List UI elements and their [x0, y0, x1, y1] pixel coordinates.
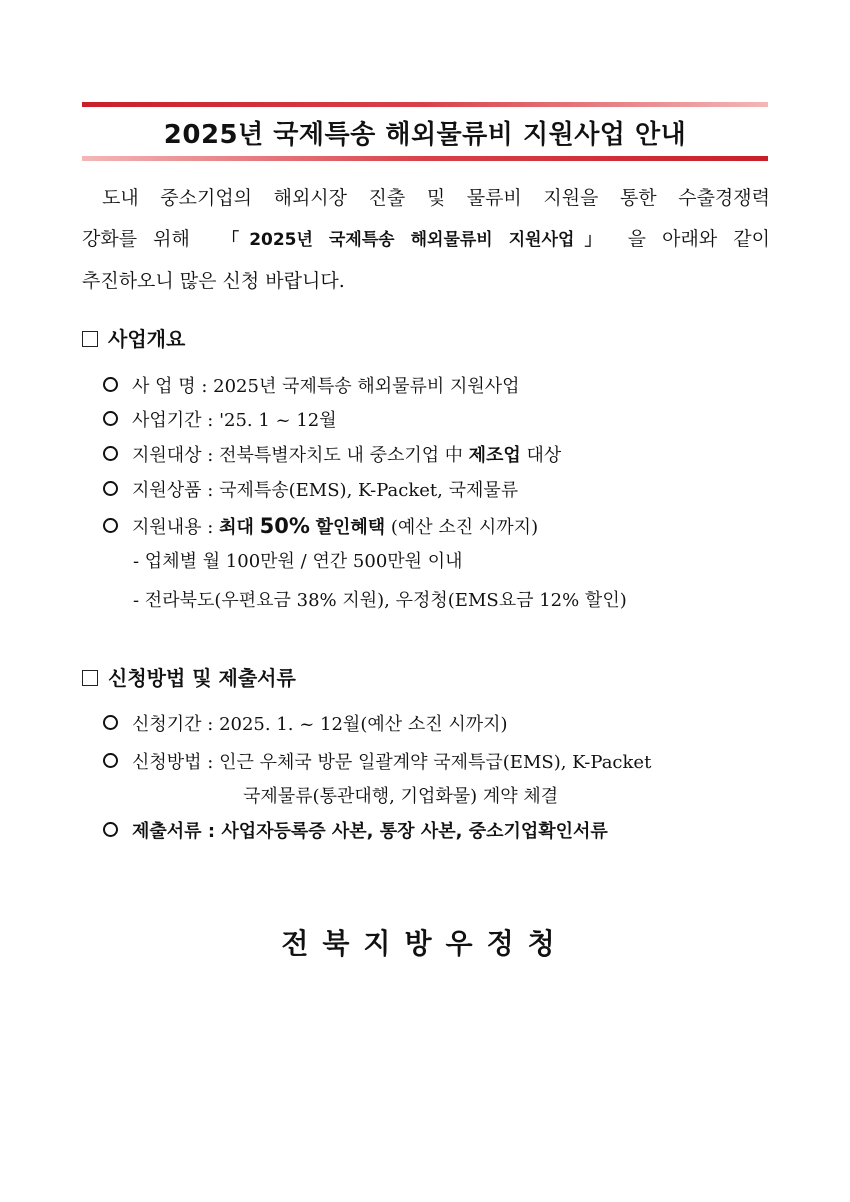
item-value: 사업자등록증 사본, 통장 사본, 중소기업확인서류 — [221, 821, 608, 842]
sub-item: - 전라북도(우편요금 38% 지원), 우정청(EMS요금 12% 할인) — [133, 590, 627, 611]
page-title: 2025년 국제특송 해외물류비 지원사업 안내 — [163, 120, 687, 150]
checkbox-square-icon — [82, 331, 98, 347]
item-label: 지원상품 : — [132, 480, 214, 501]
circle-bullet-icon — [103, 753, 118, 768]
list-item — [103, 509, 538, 543]
intro-paragraph — [82, 178, 770, 302]
checkbox-square-icon — [82, 670, 98, 686]
section-overview-title: 사업개요 — [108, 327, 186, 351]
circle-bullet-icon — [103, 481, 118, 496]
section-overview-heading — [82, 323, 185, 352]
item-label: 지원내용 : — [132, 517, 214, 538]
intro-line-1: 도내 중소기업의 해외시장 진출 및 물류비 지원을 통한 수출경쟁력 — [102, 187, 770, 209]
issuer-name: 전북지방우정청 — [281, 927, 569, 960]
section-application-heading — [82, 662, 296, 691]
item-value-emphasis: 제조업 — [468, 445, 521, 466]
sub-item: - 업체별 월 100만원 / 연간 500만원 이내 — [133, 551, 463, 572]
title-bottom-rule — [82, 156, 768, 161]
circle-bullet-icon — [103, 518, 118, 533]
section-application-title: 신청방법 및 제출서류 — [108, 666, 296, 690]
item-value-percent: 50% — [259, 514, 310, 538]
circle-bullet-icon — [103, 715, 118, 730]
item-value-suffix: (예산 소진 시까지) — [390, 517, 539, 538]
title-top-rule — [82, 102, 768, 107]
item-label: 신청방법 : — [132, 752, 214, 773]
item-value: '25. 1 ~ 12월 — [219, 410, 337, 431]
item-value: 2025. 1. ~ 12월(예산 소진 시까지) — [219, 714, 508, 735]
item-label: 사 업 명 : — [132, 376, 208, 397]
item-value-continuation: 국제물류(통관대행, 기업화물) 계약 체결 — [243, 786, 559, 807]
list-item — [103, 404, 337, 438]
item-value: 전북특별자치도 내 중소기업 中 — [219, 445, 463, 466]
item-value: 인근 우체국 방문 일괄계약 국제특급(EMS), K-Packet — [219, 752, 652, 773]
list-item — [103, 746, 651, 780]
item-label: 신청기간 : — [132, 714, 214, 735]
intro-project-name: 「2025년 국제특송 해외물류비 지원사업」 — [222, 230, 612, 250]
item-value-emphasis: 할인혜택 — [315, 517, 386, 538]
item-label: 사업기간 : — [132, 410, 214, 431]
intro-line-3: 추진하오니 많은 신청 바랍니다. — [82, 270, 345, 292]
list-item — [103, 439, 561, 473]
item-value-emphasis: 최대 — [219, 517, 254, 538]
circle-bullet-icon — [103, 446, 118, 461]
circle-bullet-icon — [103, 822, 118, 837]
circle-bullet-icon — [103, 411, 118, 426]
item-label: 제출서류 : — [132, 821, 216, 842]
intro-line-2-pre: 강화를 위해 — [82, 228, 190, 250]
list-item — [103, 815, 608, 849]
list-item — [103, 370, 520, 404]
item-value: 2025년 국제특송 해외물류비 지원사업 — [213, 376, 520, 397]
item-value-suffix: 대상 — [526, 445, 562, 466]
item-value: 국제특송(EMS), K-Packet, 국제물류 — [219, 480, 519, 501]
title-band — [82, 102, 768, 162]
list-item — [103, 474, 518, 508]
intro-line-2-post: 을 아래와 같이 — [627, 228, 771, 250]
list-item — [103, 708, 508, 742]
item-label: 지원대상 : — [132, 445, 214, 466]
circle-bullet-icon — [103, 377, 118, 392]
